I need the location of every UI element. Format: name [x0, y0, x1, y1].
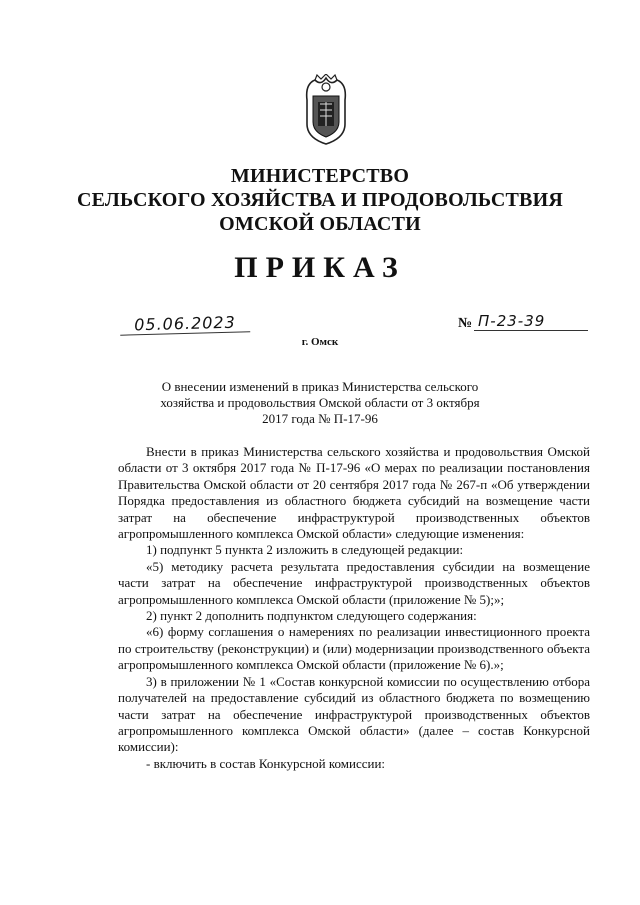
ministry-name [0, 164, 640, 236]
coat-of-arms-emblem [301, 74, 351, 146]
paragraph-item-1-text: «5) методику расчета результата предоставления субсидии на возмещение части затрат на обеспечение инфраструктурой производственных объектов агропромышленного комплекса Омской области (приложение № 5);»; [118, 558, 590, 607]
paragraph-preamble: Внести в приказ Министерства сельского хозяйства и продовольствия Омской области от 3 октября 2017 года № П-17-96 «О мерах по реализации постановления Правительства Омской области от 20 сентября 2017 года № 267-п «Об утверждении Порядка предоставления из областного бюджета субсидий на возмещение части затрат на обеспечение инфраструктурой производственных объектов агропромышленного комплекса Омской области» следующие изменения: [118, 444, 590, 542]
ministry-line-3: ОМСКОЙ ОБЛАСТИ [219, 213, 421, 235]
handwritten-date: 05.06.2023 [120, 312, 250, 335]
number-label: № [458, 316, 473, 331]
ministry-line-1: МИНИСТЕРСТВО [230, 165, 410, 187]
paragraph-item-3-sub: - включить в состав Конкурсной комиссии: [146, 755, 386, 771]
handwritten-order-number: П-23-39 [474, 312, 588, 331]
paragraph-item-2: 2) пункт 2 дополнить подпунктом следующего содержания: [146, 608, 477, 624]
paragraph-item-3: 3) в приложении № 1 «Состав конкурсной комиссии по осуществлению отбора получателей на предоставление субсидий из областного бюджета по возмещению части затрат на обеспечение инфраструктурой производственных объектов агропромышленного комплекса Омской области» (далее – состав Конкурсной комиссии): [118, 673, 590, 755]
paragraph-item-2-text: «6) форму соглашения о намерениях по реализации инвестиционного проекта по строительству (реконструкции) и (или) модернизации производственного объекта агропромышленного комплекса Омской области (приложение № 6).»; [118, 624, 590, 673]
ministry-line-2: СЕЛЬСКОГО ХОЗЯЙСТВА И ПРОДОВОЛЬСТВИЯ [77, 189, 563, 211]
city: г. Омск [301, 336, 339, 348]
document-type-title: ПРИКАЗ [234, 251, 406, 284]
order-subject: О внесении изменений в приказ Министерства сельского хозяйства и продовольствия Омской области от 3 октября 2017 года № П-17-96 [160, 379, 480, 426]
order-body [118, 444, 590, 772]
paragraph-item-1: 1) подпункт 5 пункта 2 изложить в следующей редакции: [146, 542, 464, 558]
